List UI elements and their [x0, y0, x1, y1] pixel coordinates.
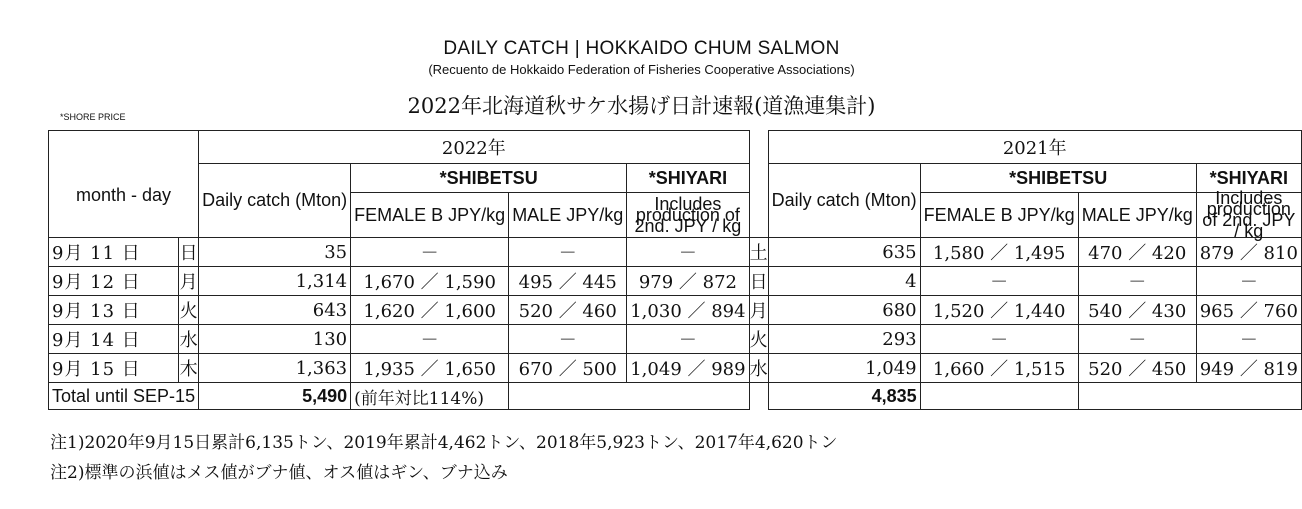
year-2021-header: 2021年 — [768, 131, 1301, 164]
female-price-cell: － — [351, 238, 509, 267]
shiyari-price-cell: 1,049 ／ 989 — [627, 354, 749, 383]
shiyari-price-2021-cell: 879 ／ 810 — [1196, 238, 1301, 267]
weekday-2021-cell: 水 — [749, 354, 768, 383]
shiyari-price-cell: 1,030 ／ 894 — [627, 296, 749, 325]
japanese-title: 2022年北海道秋サケ水揚げ日計速報(道漁連集計) — [407, 94, 876, 118]
date-cell: 9月 15 日 — [49, 354, 179, 383]
female-price-cell: 1,670 ／ 1,590 — [351, 267, 509, 296]
shiyari-price-2021-cell: － — [1196, 325, 1301, 354]
male-price-cell: － — [509, 325, 627, 354]
catch-2021-cell: 1,049 — [768, 354, 920, 383]
catch-2021-cell: 635 — [768, 238, 920, 267]
weekday-2021-cell: 火 — [749, 325, 768, 354]
shore-price-label: *SHORE PRICE — [60, 112, 126, 122]
catch-cell: 130 — [199, 325, 351, 354]
date-cell: 9月 13 日 — [49, 296, 179, 325]
total-2022: 5,490 — [199, 383, 351, 410]
note-2: 注2)標準の浜値はメス値がブナ値、オス値はギン、ブナ込み — [50, 463, 508, 483]
male-price-2021-cell: － — [1078, 325, 1196, 354]
table-row — [49, 267, 1302, 296]
total-2021: 4,835 — [768, 383, 920, 410]
male-price-2021-cell: 540 ／ 430 — [1078, 296, 1196, 325]
male-price-cell: － — [509, 238, 627, 267]
table-row — [49, 354, 1302, 383]
male-price-cell: 495 ／ 445 — [509, 267, 627, 296]
female-price-2021-cell: 1,520 ／ 1,440 — [920, 296, 1078, 325]
weekday-cell: 月 — [179, 267, 199, 296]
total-label: Total until SEP-15 — [49, 383, 199, 410]
catch-2021-cell: 4 — [768, 267, 920, 296]
female-header-2021: FEMALE B JPY/kg — [920, 193, 1078, 238]
weekday-cell: 水 — [179, 325, 199, 354]
shiyari-price-2021-cell: 965 ／ 760 — [1196, 296, 1301, 325]
shiyari-price-2021-cell: 949 ／ 819 — [1196, 354, 1301, 383]
female-price-2021-cell: － — [920, 325, 1078, 354]
page-title: DAILY CATCH | HOKKAIDO CHUM SALMON — [443, 38, 840, 59]
shiyari-header-2021: *SHIYARI — [1196, 164, 1301, 193]
empty-cell — [509, 383, 749, 410]
female-price-2021-cell: － — [920, 267, 1078, 296]
total-ratio: (前年対比114%) — [351, 383, 509, 410]
shiyari-sub-header-2021: Includes production of 2nd. JPY / kg — [1196, 193, 1301, 238]
note-1: 注1)2020年9月15日累計6,135トン、2019年累計4,462トン、2018年5,923トン、2017年4,620トン — [50, 433, 838, 453]
male-header-2021: MALE JPY/kg — [1078, 193, 1196, 238]
weekday-cell: 木 — [179, 354, 199, 383]
gap-cell — [749, 164, 768, 193]
shiyari-sub-header-2022: Includes production of 2nd. JPY / kg — [627, 193, 749, 238]
empty-cell — [1078, 383, 1301, 410]
gap-cell — [749, 131, 768, 164]
date-cell: 9月 11 日 — [49, 238, 179, 267]
gap-cell — [749, 383, 768, 410]
male-price-cell: 670 ／ 500 — [509, 354, 627, 383]
weekday-2021-cell: 月 — [749, 296, 768, 325]
male-price-cell: 520 ／ 460 — [509, 296, 627, 325]
shibetsu-header-2021: *SHIBETSU — [920, 164, 1196, 193]
male-price-2021-cell: 520 ／ 450 — [1078, 354, 1196, 383]
shibetsu-header-2022: *SHIBETSU — [351, 164, 627, 193]
male-price-2021-cell: 470 ／ 420 — [1078, 238, 1196, 267]
catch-cell: 35 — [199, 238, 351, 267]
female-header-2022: FEMALE B JPY/kg — [351, 193, 509, 238]
date-cell: 9月 14 日 — [49, 325, 179, 354]
page-subtitle: (Recuento de Hokkaido Federation of Fisheries Cooperative Associations) — [428, 62, 855, 77]
catch-table — [48, 130, 1302, 410]
weekday-2021-cell: 日 — [749, 267, 768, 296]
shiyari-price-2021-cell: － — [1196, 267, 1301, 296]
month-day-header: month - day — [49, 131, 199, 238]
female-price-cell: 1,935 ／ 1,650 — [351, 354, 509, 383]
table-row — [49, 325, 1302, 354]
female-price-2021-cell: 1,580 ／ 1,495 — [920, 238, 1078, 267]
date-cell: 9月 12 日 — [49, 267, 179, 296]
weekday-2021-cell: 土 — [749, 238, 768, 267]
shiyari-price-cell: － — [627, 238, 749, 267]
male-price-2021-cell: － — [1078, 267, 1196, 296]
weekday-cell: 火 — [179, 296, 199, 325]
female-price-cell: － — [351, 325, 509, 354]
total-row — [49, 383, 1302, 410]
weekday-cell: 日 — [179, 238, 199, 267]
catch-2021-cell: 680 — [768, 296, 920, 325]
shiyari-header-2022: *SHIYARI — [627, 164, 749, 193]
table-row — [49, 238, 1302, 267]
male-header-2022: MALE JPY/kg — [509, 193, 627, 238]
catch-cell: 1,314 — [199, 267, 351, 296]
daily-catch-header-2022: Daily catch (Mton) — [199, 164, 351, 238]
empty-cell — [920, 383, 1078, 410]
shiyari-price-cell: 979 ／ 872 — [627, 267, 749, 296]
catch-cell: 1,363 — [199, 354, 351, 383]
shiyari-price-cell: － — [627, 325, 749, 354]
female-price-2021-cell: 1,660 ／ 1,515 — [920, 354, 1078, 383]
catch-cell: 643 — [199, 296, 351, 325]
table-row — [49, 296, 1302, 325]
female-price-cell: 1,620 ／ 1,600 — [351, 296, 509, 325]
year-2022-header: 2022年 — [199, 131, 750, 164]
daily-catch-header-2021: Daily catch (Mton) — [768, 164, 920, 238]
gap-cell — [749, 193, 768, 238]
catch-2021-cell: 293 — [768, 325, 920, 354]
